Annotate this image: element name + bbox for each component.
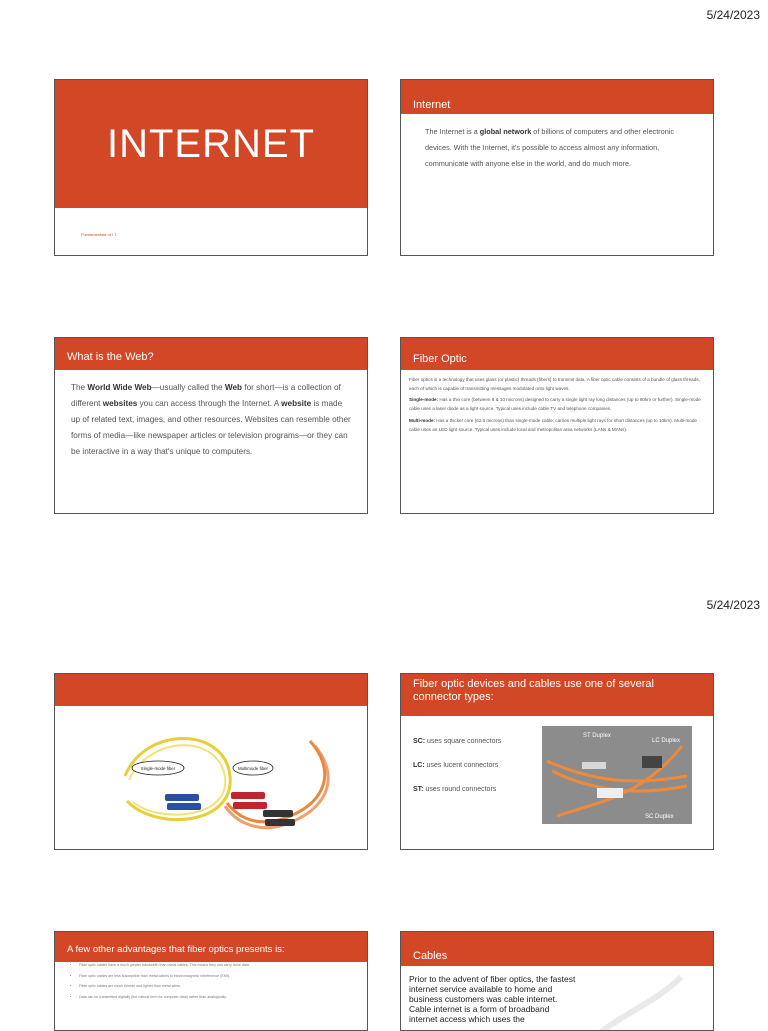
label-multi-mode: Multimode fiber [237, 766, 269, 771]
connector-photo [542, 726, 692, 824]
slide-header: A few other advantages that fiber optics presents is: [55, 932, 367, 962]
connector-list [413, 730, 501, 802]
connector-item: LC: uses lucent connectors [413, 762, 499, 769]
connector-item: SC: uses square connectors [413, 738, 502, 745]
slide-what-is-the-web[interactable] [54, 337, 368, 514]
page-date: 5/24/2023 [706, 8, 760, 22]
photo-label-sc: SC Duplex [645, 814, 674, 820]
page-date: 5/24/2023 [706, 598, 760, 612]
slide-header: Fiber Optic [401, 338, 713, 370]
cable-image [596, 972, 686, 1031]
slide-title: INTERNET [107, 121, 315, 166]
slide-cables[interactable] [400, 931, 714, 1031]
slide-paragraph: The Internet is a global network of billions of computers and other electronic devices. With the Internet, it's possible to access almost any information, communicate with anyone else in the world, and do much more. [425, 127, 675, 169]
list-item: • Fiber optic cables have a much greater bandwidth than metal cables. This means they can carry more data. [79, 964, 367, 968]
slide-header: Internet [401, 80, 713, 114]
slide-advantages[interactable] [54, 931, 368, 1031]
title-band [55, 80, 367, 208]
slide-header: Fiber optic devices and cables use one of several connector types: [401, 674, 713, 716]
list-item: • Fiber optic cables are much thinner and lighter than metal wires. [79, 985, 367, 989]
fiber-cables-image [55, 706, 367, 849]
photo-label-lc: LC Duplex [652, 738, 681, 744]
slide-connector-types[interactable] [400, 673, 714, 850]
slide-paragraph: Multi-mode: Has a thicker core (62.5 microns) than single-mode cable; carries multiple light rays for short distances (up to 10km). Multi-mode cable uses an LED light source. Typical uses include local and metropolitan area networks (LANs & MANs). [409, 417, 697, 432]
slide-header: What is the Web? [55, 338, 367, 370]
slide-paragraph: Prior to the advent of fiber optics, the fastest internet service available to home and business customers was cable internet. Cable internet is a form of broadband internet access which uses the [409, 974, 576, 1025]
slide-internet[interactable] [400, 79, 714, 256]
list-item: • Data can be transmitted digitally (the natural form for computer data) rather than analogically. [79, 996, 367, 1000]
slide-header [55, 674, 367, 706]
slide-fiber-image[interactable] [54, 673, 368, 850]
slide-paragraph: Single-mode: Has a thin core (between 8 & 10 microns) designed to carry a single light ray long distances (up to 60km or further). Single-mode cable uses a laser diode as a light source. Typical uses include cable TV and telephone companies. [409, 397, 701, 412]
slide-subtitle: Fundamentals of I.T. [81, 232, 118, 237]
slide-title-internet[interactable] [54, 79, 368, 256]
connector-item: ST: uses round connectors [413, 786, 497, 793]
slide-paragraph: The World Wide Web—usually called the Web for short—is a collection of different websites you can access through the Internet. A website is made up of related text, images, and other resources. Websites can resemble other forms of media—like newspaper articles or television programs—or they can be interactive in a way that's unique to computers. [71, 383, 351, 456]
advantages-list [55, 964, 367, 999]
slide-fiber-optic[interactable] [400, 337, 714, 514]
list-item: • Fiber optic cables are less susceptible than metal cables to electromagnetic interference (EMI). [79, 975, 367, 979]
photo-label-st: ST Duplex [583, 733, 611, 739]
slide-header: Cables [401, 932, 713, 966]
slide-paragraph: Fiber optics is a technology that uses glass (or plastic) threads (fibers) to transmit data. A fiber optic cable consists of a bundle of glass threads, each of which is capable of transmitting messages modulated onto light waves. [409, 377, 700, 391]
label-single-mode: Single-mode fiber [140, 766, 176, 771]
